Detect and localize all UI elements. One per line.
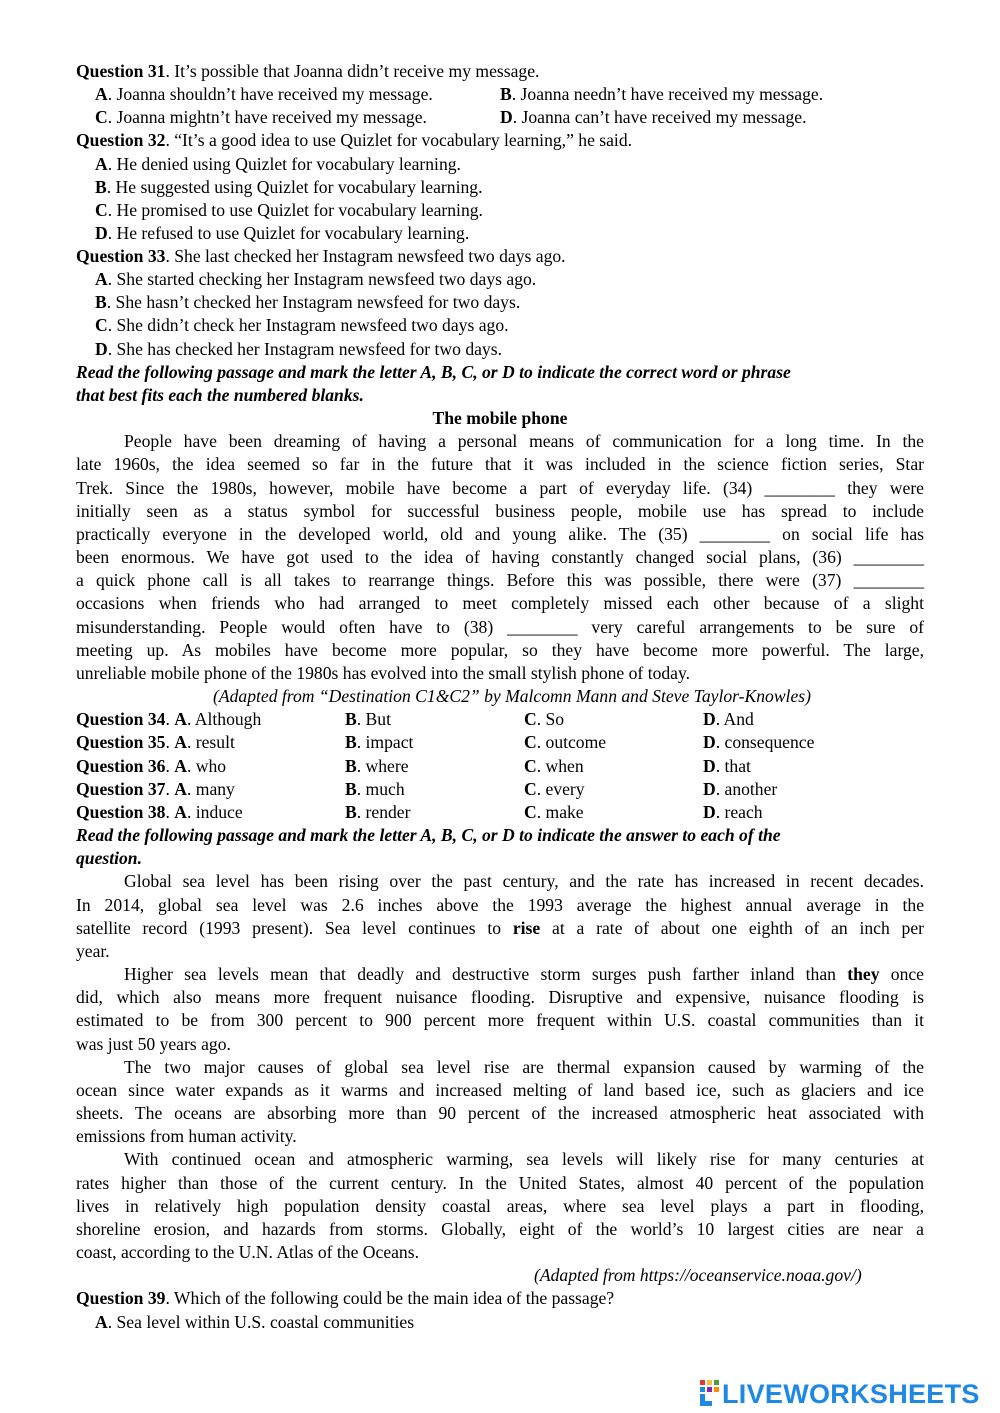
question-number: Question 38	[76, 802, 166, 822]
option-b: . She hasn’t checked her Instagram newsfeed for two days.	[106, 292, 521, 312]
passage-line: meeting up. As mobiles have become more popular, so they have become more powerful. The large,	[76, 640, 924, 660]
option-letter: D	[703, 756, 716, 776]
passage-title: The mobile phone	[432, 408, 568, 428]
logo-text: LIVEWORKSHEETS	[722, 1379, 980, 1409]
option-letter: B	[95, 177, 107, 197]
question-34-row: Question 34. A. Although B. But C. So D. And	[76, 709, 754, 729]
option-b: . He suggested using Quizlet for vocabulary learning.	[106, 177, 483, 197]
question-39-stem	[76, 1287, 924, 1310]
option-a: . who	[186, 756, 227, 776]
option-c: . Joanna mightn’t have received my message.	[107, 107, 427, 127]
option-d: . She has checked her Instagram newsfeed for two days.	[107, 339, 502, 359]
option-letter: D	[703, 779, 716, 799]
passage-source: (Adapted from https://oceanservice.noaa.gov/)	[534, 1265, 862, 1285]
passage-line: With continued ocean and atmospheric warming, sea levels will likely rise for many centuries at	[124, 1149, 924, 1169]
option-letter: C	[524, 802, 537, 822]
option-letter: B	[345, 756, 357, 776]
option-letter: C	[95, 315, 108, 335]
text-run: once	[890, 964, 924, 984]
question-32-option-c	[95, 199, 924, 222]
option-c: . every	[536, 779, 585, 799]
passage-line: misunderstanding. People would often have to (38) ________ very careful arrangements to be sure of	[76, 617, 924, 637]
option-c: . She didn’t check her Instagram newsfeed two days ago.	[107, 315, 509, 335]
option-c: . He promised to use Quizlet for vocabulary learning.	[107, 200, 483, 220]
passage-line	[124, 963, 924, 986]
passage-source: (Adapted from “Destination C1&C2” by Malcomn Mann and Steve Taylor-Knowles)	[213, 686, 811, 706]
question-number: Question 34	[76, 709, 166, 729]
option-a: . He denied using Quizlet for vocabulary learning.	[107, 154, 461, 174]
option-letter: B	[345, 802, 357, 822]
question-31-options-ab	[95, 83, 924, 106]
option-letter: A	[95, 269, 108, 289]
passage-line: initially seen as a status symbol for successful business people, mobile use has spread to include	[76, 501, 924, 521]
option-letter: C	[95, 107, 108, 127]
option-b: . where	[356, 756, 409, 776]
option-letter: B	[345, 709, 357, 729]
passage-line: Trek. Since the 1980s, however, mobile have become a part of everyday life. (34) ________ they were	[76, 478, 924, 498]
instruction-line: question.	[76, 848, 142, 868]
option-d: . that	[715, 756, 751, 776]
option-d: . consequence	[715, 732, 815, 752]
instruction-line: that best fits each the numbered blanks.	[76, 385, 364, 405]
question-text: . “It’s a good idea to use Quizlet for vocabulary learning,” he said.	[165, 130, 633, 150]
question-number: Question 36	[76, 756, 166, 776]
option-a: . many	[186, 779, 235, 799]
passage-line: Global sea level has been rising over the past century, and the rate has increased in recent decades.	[124, 871, 924, 891]
option-b: . Joanna needn’t have received my message.	[511, 84, 824, 104]
option-c: . make	[536, 802, 584, 822]
option-letter: C	[524, 732, 537, 752]
question-number: Question 32	[76, 130, 166, 150]
question-36-row: Question 36. A. who B. where C. when D. that	[76, 756, 751, 776]
passage-line: sheets. The oceans are absorbing more than 90 percent of the increased atmospheric heat associated with	[76, 1103, 924, 1123]
option-a: . induce	[186, 802, 243, 822]
option-letter: C	[95, 200, 108, 220]
option-b: . But	[356, 709, 391, 729]
option-letter: D	[703, 709, 716, 729]
option-b: . render	[356, 802, 411, 822]
passage-line: lives in relatively high population density coastal areas, where sea level plays a part in flooding,	[76, 1196, 924, 1216]
option-letter: D	[703, 732, 716, 752]
question-text: . She last checked her Instagram newsfeed two days ago.	[165, 246, 566, 266]
passage-line: practically everyone in the developed world, old and young alike. The (35) ________ on social life has	[76, 524, 924, 544]
option-c: . when	[536, 756, 584, 776]
option-letter: B	[95, 292, 107, 312]
question-31-options-cd	[95, 106, 924, 129]
passage-line: In 2014, global sea level was 2.6 inches above the 1993 average the highest annual average in the	[76, 895, 924, 915]
option-letter: A	[174, 802, 187, 822]
instruction-line: Read the following passage and mark the letter A, B, C, or D to indicate the answer to each of the	[76, 825, 781, 845]
text-run: satellite record (1993 present). Sea level continues to	[76, 918, 502, 938]
option-c: . outcome	[536, 732, 607, 752]
highlighted-word: rise	[512, 918, 541, 938]
option-d: . And	[715, 709, 754, 729]
option-letter: B	[345, 732, 357, 752]
option-letter: D	[703, 802, 716, 822]
question-39-option-a	[95, 1311, 924, 1334]
question-number: Question 33	[76, 246, 166, 266]
passage-line: emissions from human activity.	[76, 1126, 297, 1146]
option-letter: A	[174, 732, 187, 752]
option-letter: C	[524, 756, 537, 776]
option-letter: A	[95, 1312, 108, 1332]
liveworksheets-logo	[700, 1378, 995, 1410]
passage-line: was just 50 years ago.	[76, 1034, 231, 1054]
passage-line	[76, 917, 924, 940]
question-33-option-c	[95, 314, 924, 337]
option-d: . reach	[715, 802, 763, 822]
passage-line: rates higher than those of the current century. In the United States, almost 40 percent of the population	[76, 1173, 924, 1193]
passage-line: ocean since water expands as it warms and increased melting of land based ice, such as glaciers and ice	[76, 1080, 924, 1100]
option-a: . result	[186, 732, 235, 752]
question-33-option-a	[95, 268, 924, 291]
option-b: . much	[356, 779, 405, 799]
question-number: Question 39	[76, 1288, 166, 1308]
question-33-stem	[76, 245, 924, 268]
passage-line: estimated to be from 300 percent to 900 percent more frequent within U.S. coastal communities than it	[76, 1010, 924, 1030]
option-a: . Joanna shouldn’t have received my message.	[107, 84, 433, 104]
option-letter: D	[95, 223, 108, 243]
passage-line: occasions when friends who had arranged to meet completely missed each other because of a slight	[76, 593, 924, 613]
passage-line: People have been dreaming of having a personal means of communication for a long time. In the	[124, 431, 924, 451]
question-text: . Which of the following could be the main idea of the passage?	[165, 1288, 615, 1308]
option-letter: B	[345, 779, 357, 799]
question-32-option-a	[95, 153, 924, 176]
question-number: Question 37	[76, 779, 166, 799]
highlighted-word: they	[847, 964, 880, 984]
option-a: . Although	[186, 709, 262, 729]
question-32-option-b	[95, 176, 924, 199]
option-c: . So	[536, 709, 565, 729]
option-letter: A	[95, 154, 108, 174]
passage-line: coast, according to the U.N. Atlas of the Oceans.	[76, 1242, 419, 1262]
passage-line: unreliable mobile phone of the 1980s has evolved into the small stylish phone of today.	[76, 663, 691, 683]
option-a: . Sea level within U.S. coastal communities	[107, 1312, 415, 1332]
passage-line: year.	[76, 941, 110, 961]
option-letter: B	[500, 84, 512, 104]
option-letter: D	[95, 339, 108, 359]
question-35-row: Question 35. A. result B. impact C. outcome D. consequence	[76, 732, 815, 752]
option-d: . Joanna can’t have received my message.	[512, 107, 807, 127]
option-b: . impact	[356, 732, 414, 752]
option-letter: C	[524, 779, 537, 799]
option-letter: D	[500, 107, 513, 127]
option-d: . another	[715, 779, 778, 799]
option-letter: C	[524, 709, 537, 729]
question-33-option-b	[95, 291, 924, 314]
question-38-row: Question 38. A. induce B. render C. make D. reach	[76, 802, 763, 822]
question-31-stem	[76, 60, 924, 83]
text-run: at a rate of about one eighth of an inch per	[552, 918, 925, 938]
question-number: Question 31	[76, 61, 166, 81]
passage-line: shoreline erosion, and hazards from storms. Globally, eight of the world’s 10 largest cities are near a	[76, 1219, 924, 1239]
option-d: . He refused to use Quizlet for vocabulary learning.	[107, 223, 470, 243]
passage-line: a quick phone call is all takes to rearrange things. Before this was possible, there were (37) ________	[76, 570, 924, 590]
passage-line: been enormous. We have got used to the idea of having constantly changed social plans, (36) ________	[76, 547, 924, 567]
question-32-stem	[76, 129, 924, 152]
option-a: . She started checking her Instagram newsfeed two days ago.	[107, 269, 537, 289]
instruction-line: Read the following passage and mark the letter A, B, C, or D to indicate the correct word or phrase	[76, 362, 791, 382]
option-letter: A	[174, 756, 187, 776]
passage-line: The two major causes of global sea level rise are thermal expansion caused by warming of the	[124, 1057, 924, 1077]
question-33-option-d	[95, 338, 924, 361]
passage-line: did, which also means more frequent nuisance flooding. Disruptive and expensive, nuisance flooding is	[76, 987, 924, 1007]
question-32-option-d	[95, 222, 924, 245]
text-run: Higher sea levels mean that deadly and destructive storm surges push farther inland than	[124, 964, 836, 984]
question-37-row: Question 37. A. many B. much C. every D. another	[76, 779, 778, 799]
logo-icon	[700, 1380, 720, 1408]
option-letter: A	[95, 84, 108, 104]
passage-line: late 1960s, the idea seemed so far in the future that it was included in the science fiction series, Star	[76, 454, 924, 474]
question-number: Question 35	[76, 732, 166, 752]
option-letter: A	[174, 779, 187, 799]
question-text: . It’s possible that Joanna didn’t receive my message.	[165, 61, 540, 81]
option-letter: A	[174, 709, 187, 729]
